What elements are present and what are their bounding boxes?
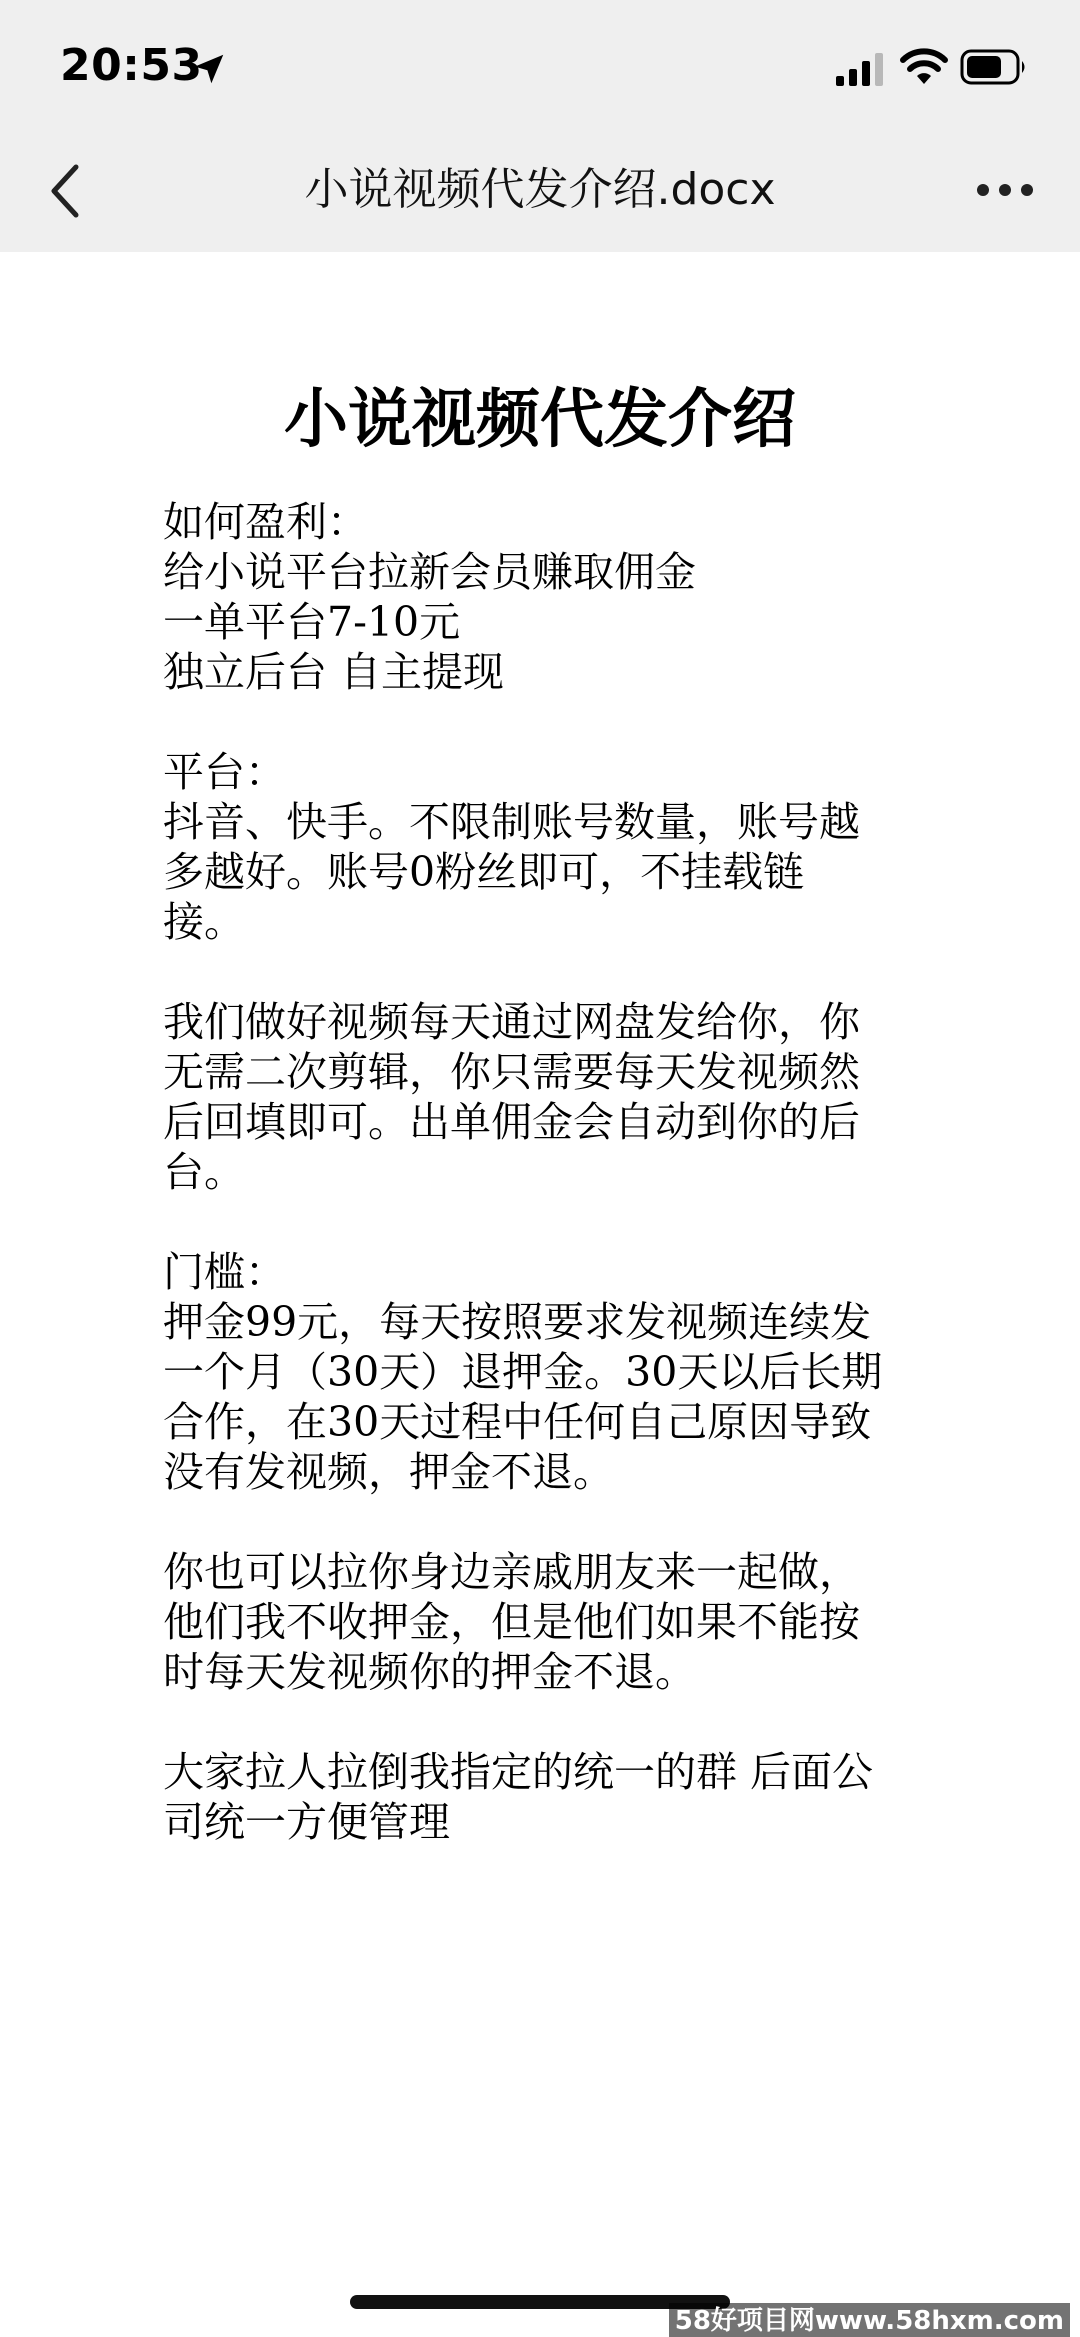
document-body — [163, 497, 923, 1897]
chevron-left-icon — [48, 163, 82, 219]
text-line: 平台： — [163, 748, 286, 796]
text-line: 接。 — [163, 898, 245, 946]
text-line: 台。 — [163, 1148, 245, 1196]
text-line: 如何盈利： — [163, 498, 368, 546]
text-line: 时每天发视频你的押金不退。 — [163, 1648, 696, 1696]
more-button[interactable] — [960, 160, 1050, 220]
text-line: 押金99元，每天按照要求发视频连续发 — [163, 1298, 872, 1346]
cellular-signal-icon — [836, 52, 884, 86]
text-line: 一单平台7-10元 — [163, 598, 461, 646]
paragraph-group — [163, 1747, 923, 1847]
text-line: 门槛： — [163, 1248, 286, 1296]
location-arrow-icon — [190, 50, 228, 88]
paragraph-workflow — [163, 997, 923, 1197]
text-line: 没有发视频，押金不退。 — [163, 1448, 614, 1496]
nav-bar — [0, 130, 1080, 252]
text-line: 我们做好视频每天通过网盘发给你，你 — [163, 998, 860, 1046]
document-viewer[interactable] — [0, 252, 1080, 2252]
back-button[interactable] — [30, 152, 100, 230]
text-line: 后回填即可。出单佣金会自动到你的后 — [163, 1098, 860, 1146]
text-line: 司统一方便管理 — [163, 1798, 450, 1846]
nav-title: 小说视频代发介绍.docx — [304, 164, 776, 215]
text-line: 无需二次剪辑，你只需要每天发视频然 — [163, 1048, 860, 1096]
text-line: 一个月（30天）退押金。30天以后长期 — [163, 1348, 883, 1396]
watermark: 58好项目网www.58hxm.com — [669, 2303, 1070, 2337]
paragraph-profit — [163, 497, 923, 697]
text-line: 给小说平台拉新会员赚取佣金 — [163, 548, 696, 596]
text-line: 大家拉人拉倒我指定的统一的群 后面公 — [163, 1748, 874, 1796]
paragraph-threshold — [163, 1247, 923, 1497]
document-title: 小说视频代发介绍 — [284, 383, 796, 457]
status-bar — [0, 0, 1080, 130]
status-time: 20:53 — [60, 40, 203, 91]
wifi-icon — [900, 48, 948, 86]
text-line: 独立后台 自主提现 — [163, 648, 505, 696]
text-line: 合作，在30天过程中任何自己原因导致 — [163, 1398, 872, 1446]
text-line: 抖音、快手。不限制账号数量，账号越 — [163, 798, 860, 846]
text-line: 你也可以拉你身边亲戚朋友来一起做， — [163, 1548, 860, 1596]
text-line: 他们我不收押金，但是他们如果不能按 — [163, 1598, 860, 1646]
paragraph-platform — [163, 747, 923, 947]
text-line: 多越好。账号0粉丝即可，不挂载链 — [163, 848, 805, 896]
more-horizontal-icon — [975, 182, 1035, 198]
battery-icon — [960, 49, 1028, 85]
paragraph-referral — [163, 1547, 923, 1697]
